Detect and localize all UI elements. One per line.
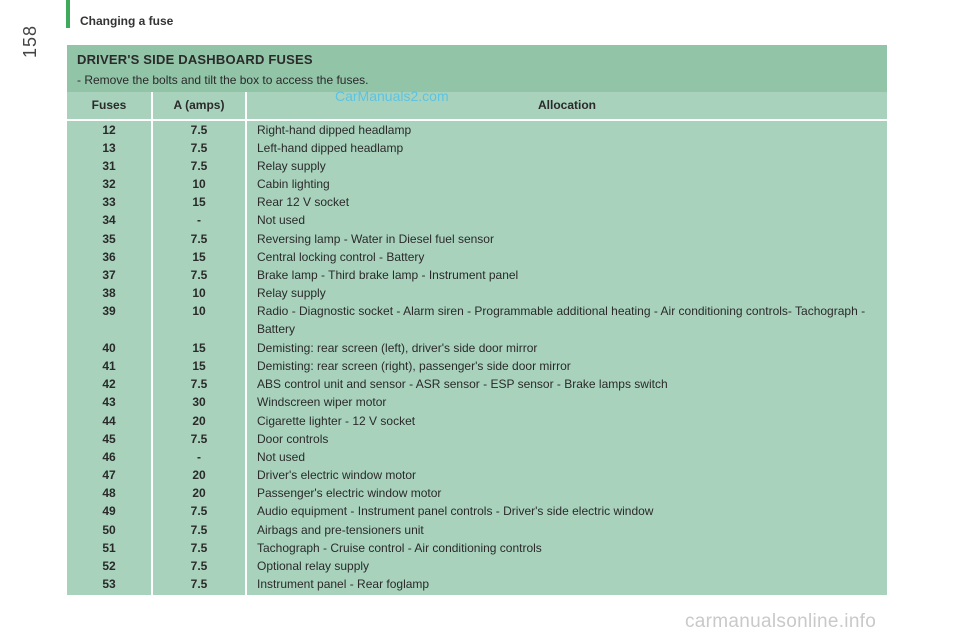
table-row — [67, 375, 887, 393]
table-row — [67, 230, 887, 248]
fuse-amps: 7.5 — [190, 159, 208, 173]
table-row — [67, 175, 887, 193]
fuse-number: 43 — [102, 395, 116, 409]
fuse-amps: 15 — [192, 250, 206, 264]
table-row — [67, 121, 887, 139]
table-row — [67, 412, 887, 430]
table-row — [67, 266, 887, 284]
fuse-number: 42 — [102, 377, 116, 391]
fuse-number: 40 — [102, 341, 116, 355]
fuse-allocation: Central locking control - Battery — [257, 250, 425, 264]
table-row — [67, 157, 887, 175]
page-number: 158 — [20, 24, 40, 58]
fuse-amps: 15 — [192, 341, 206, 355]
table-row — [67, 284, 887, 302]
fuse-table-box — [67, 45, 887, 595]
fuse-number: 34 — [102, 213, 116, 227]
table-row — [67, 466, 887, 484]
fuse-allocation: ABS control unit and sensor - ASR sensor - ESP sensor - Brake lamps switch — [257, 377, 668, 391]
fuse-allocation: Demisting: rear screen (right), passenger's side door mirror — [257, 359, 571, 373]
fuse-allocation: Relay supply — [257, 159, 326, 173]
table-row — [67, 302, 887, 338]
fuse-allocation: Brake lamp - Third brake lamp - Instrument panel — [257, 268, 519, 282]
fuse-amps: 7.5 — [190, 123, 208, 137]
fuse-amps: 7.5 — [190, 577, 208, 591]
fuse-amps: - — [197, 450, 201, 464]
table-row — [67, 575, 887, 593]
fuse-allocation: Airbags and pre-tensioners unit — [257, 523, 424, 537]
fuse-amps: 7.5 — [190, 559, 208, 573]
fuse-amps: 30 — [192, 395, 206, 409]
fuse-allocation: Door controls — [257, 432, 329, 446]
fuse-amps: 20 — [192, 468, 206, 482]
fuse-amps: 10 — [192, 304, 206, 318]
table-row — [67, 211, 887, 229]
fuse-number: 12 — [102, 123, 116, 137]
fuse-number: 41 — [102, 359, 116, 373]
fuse-allocation: Passenger's electric window motor — [257, 486, 442, 500]
fuse-amps: 20 — [192, 414, 206, 428]
fuse-number: 44 — [102, 414, 116, 428]
table-row — [67, 193, 887, 211]
fuse-number: 39 — [102, 304, 116, 318]
fuse-allocation: Not used — [257, 450, 306, 464]
fuse-amps: 7.5 — [190, 523, 208, 537]
table-row — [67, 393, 887, 411]
fuse-number: 46 — [102, 450, 116, 464]
fuse-number: 45 — [102, 432, 116, 446]
fuse-amps: - — [197, 213, 201, 227]
fuse-allocation: Driver's electric window motor — [257, 468, 416, 482]
watermark-carmanuals2: CarManuals2.com — [335, 88, 449, 104]
fuse-number: 33 — [102, 195, 116, 209]
fuse-amps: 15 — [192, 359, 206, 373]
fuse-allocation: Reversing lamp - Water in Diesel fuel sensor — [257, 232, 494, 246]
fuse-amps: 7.5 — [190, 541, 208, 555]
fuse-number: 52 — [102, 559, 116, 573]
fuse-number: 31 — [102, 159, 116, 173]
column-header-amps: A (amps) — [173, 98, 225, 112]
fuse-allocation: Instrument panel - Rear foglamp — [257, 577, 430, 591]
accent-bar — [66, 0, 70, 28]
fuse-allocation: Radio - Diagnostic socket - Alarm siren - Programmable additional heating - Air conditioning controls- Tachograph - Battery — [257, 304, 866, 336]
table-row — [67, 521, 887, 539]
table-header-band — [67, 45, 887, 92]
fuse-amps: 7.5 — [190, 432, 208, 446]
fuse-number: 49 — [102, 504, 116, 518]
fuse-number: 53 — [102, 577, 116, 591]
section-title: Changing a fuse — [80, 14, 174, 28]
table-instructions: - Remove the bolts and tilt the box to access the fuses. — [77, 73, 369, 87]
fuse-amps: 7.5 — [190, 232, 208, 246]
fuse-allocation: Cigarette lighter - 12 V socket — [257, 414, 416, 428]
fuse-allocation: Rear 12 V socket — [257, 195, 350, 209]
table-row — [67, 557, 887, 575]
table-row — [67, 539, 887, 557]
fuse-allocation: Right-hand dipped headlamp — [257, 123, 412, 137]
fuse-amps: 7.5 — [190, 141, 208, 155]
fuse-allocation: Not used — [257, 213, 306, 227]
fuse-number: 13 — [102, 141, 116, 155]
table-row — [67, 502, 887, 520]
fuse-amps: 15 — [192, 195, 206, 209]
fuse-amps: 7.5 — [190, 504, 208, 518]
table-row — [67, 248, 887, 266]
fuse-amps: 7.5 — [190, 377, 208, 391]
fuse-allocation: Optional relay supply — [257, 559, 370, 573]
fuse-allocation: Tachograph - Cruise control - Air conditioning controls — [257, 541, 542, 555]
fuse-allocation: Left-hand dipped headlamp — [257, 141, 404, 155]
fuse-number: 36 — [102, 250, 116, 264]
fuse-allocation: Windscreen wiper motor — [257, 395, 387, 409]
table-row — [67, 448, 887, 466]
watermark-carmanualsonline: carmanualsonline.info — [685, 611, 877, 632]
column-header-allocation: Allocation — [537, 98, 596, 112]
fuse-allocation: Audio equipment - Instrument panel controls - Driver's side electric window — [257, 504, 654, 518]
fuse-amps: 20 — [192, 486, 206, 500]
table-row — [67, 339, 887, 357]
table-row — [67, 357, 887, 375]
fuse-number: 50 — [102, 523, 116, 537]
column-header-fuses: Fuses — [91, 98, 127, 112]
fuse-allocation: Demisting: rear screen (left), driver's side door mirror — [257, 341, 538, 355]
fuse-amps: 7.5 — [190, 268, 208, 282]
fuse-amps: 10 — [192, 286, 206, 300]
fuse-number: 47 — [102, 468, 116, 482]
fuse-number: 38 — [102, 286, 116, 300]
table-row — [67, 484, 887, 502]
fuse-allocation: Cabin lighting — [257, 177, 330, 191]
fuse-number: 48 — [102, 486, 116, 500]
fuse-number: 32 — [102, 177, 116, 191]
table-row — [67, 430, 887, 448]
fuse-amps: 10 — [192, 177, 206, 191]
table-row — [67, 139, 887, 157]
fuse-number: 35 — [102, 232, 116, 246]
table-title: DRIVER'S SIDE DASHBOARD FUSES — [77, 52, 313, 67]
fuse-allocation: Relay supply — [257, 286, 326, 300]
fuse-number: 37 — [102, 268, 116, 282]
fuse-number: 51 — [102, 541, 116, 555]
